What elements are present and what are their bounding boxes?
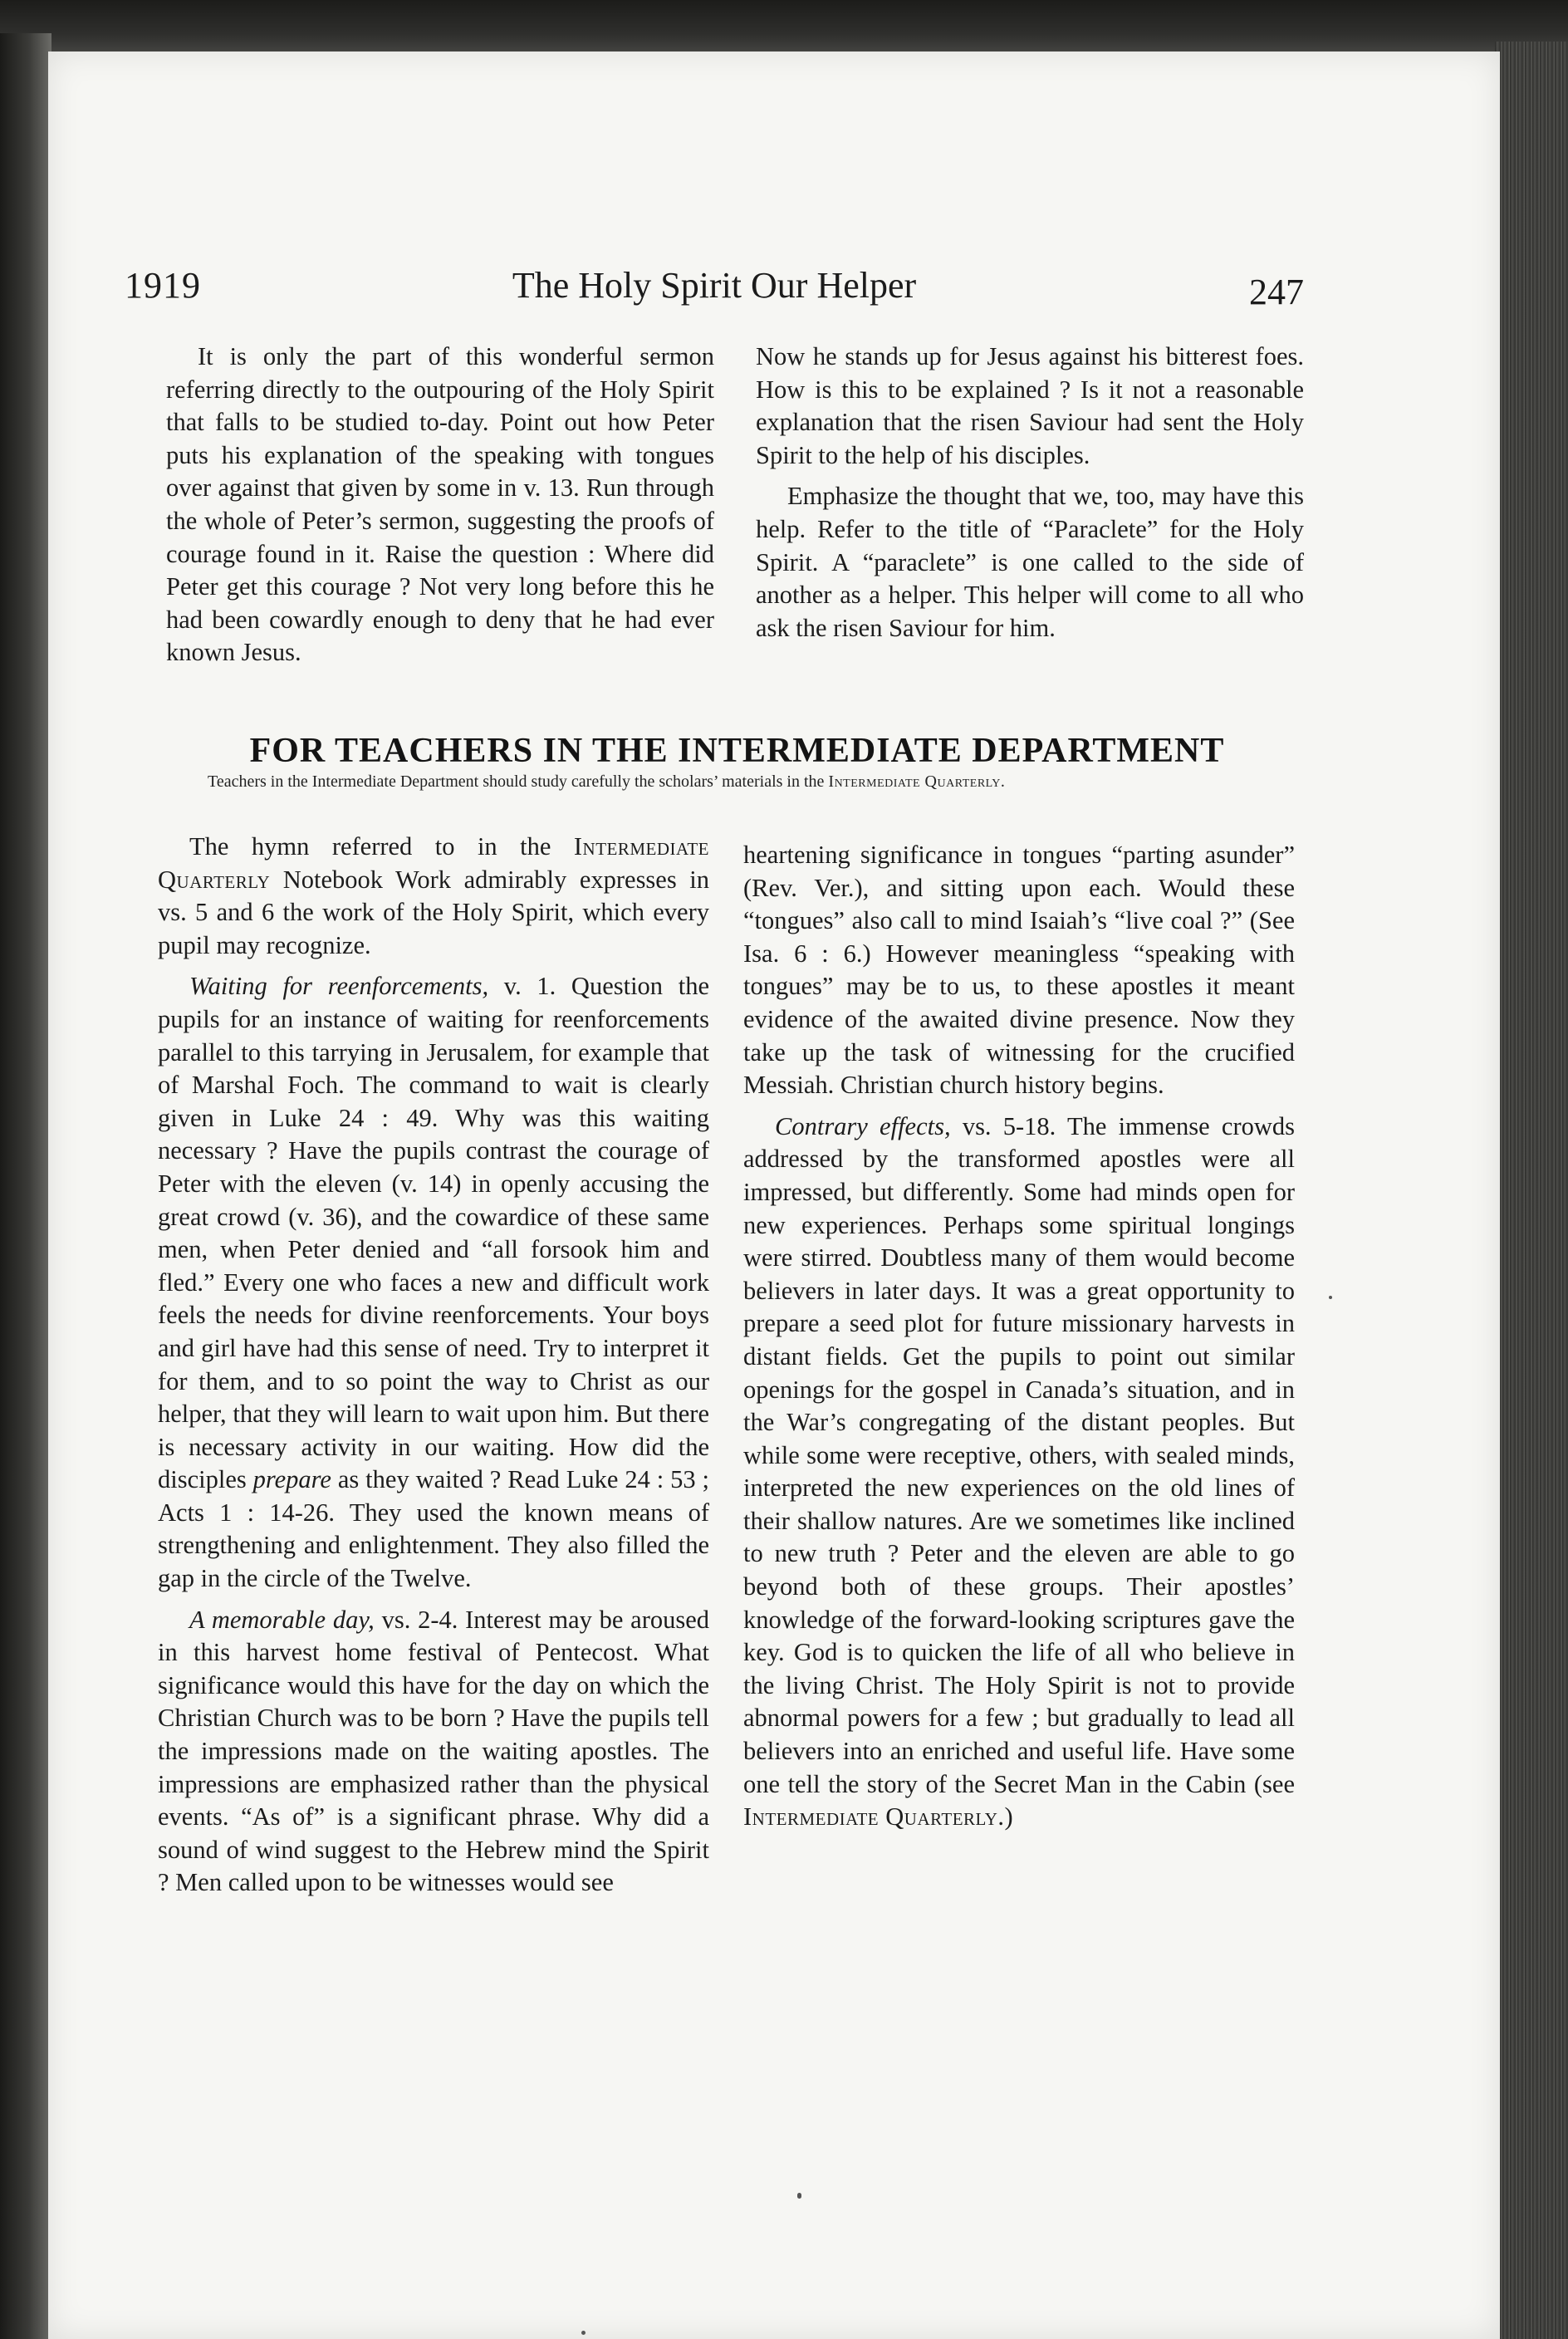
paragraph-text: vs. 2-4. Interest may be aroused in this harvest home festival of Pentecost. What significance would this have for the day on which the Christian Church was to be born ? Have the pupils tell the impressions made on the waiting apostles. The impressions are emphasized rather than the physical events. “As of” is a significant phrase. Why did a sound of wind suggest to the Hebrew mind the Spirit ? Men called upon to be witnesses would see (158, 1605, 710, 1897)
book-page-edges (1495, 42, 1568, 2339)
paragraph: heartening significance in tongues “parting asunder” (Rev. Ver.), and sitting upon each. Would these “tongues” also call to mind Isaiah’s “live coal ?” (See Isa. 6 : 6.) However meaningless “speaking with tongues” may be to us, to these apostles it meant evidence of the awaited divine presence. Now they take up the task of witnessing for the crucified Messiah. Christian church history begins. (743, 841, 1295, 1100)
paragraph-text: vs. 5-18. The immense crowds addressed by the transformed apostles were all impressed, but differently. Some had minds open for new experiences. Perhaps some spiritual longings were stirred. Doubtless many of them would become believers in later days. It was a great opportunity to prepare a seed plot for future missionary harvests in distant fields. Get the pupils to point out similar openings for the gospel in Canada’s situation, and in the War’s congregating of the distant peoples. But while some were receptive, others, with sealed minds, interpreted the new experiences on the old lines of their shallow natures. Are we sometimes like inclined to new truth ? Peter and the eleven are able to go beyond both of these groups. Their apostles’ knowledge of the forward-looking scriptures gave the key. God is to quicken the life of all who believe in the living Christ. The Holy Spirit is not to provide abnormal powers for a few ; but gradually to lead all believers into an enriched and useful life. Have some one tell the story of the Secret Man in the Cabin (see (743, 1111, 1296, 1798)
paragraph-heading: Contrary effects, (775, 1111, 951, 1140)
intermediate-left-column (158, 831, 709, 1900)
running-head-year: 1919 (125, 265, 201, 306)
paragraph: Now he stands up for Jesus against his bitterest foes. How is this to be explained ? Is it not a reasonable explanation that the risen Saviour had sent the Holy Spirit to the help of his disciples. (756, 342, 1304, 469)
paragraph: It is only the part of this wonderful sermon referring directly to the outpouring of the Holy Spirit that falls to be studied to-day. Point out how Peter puts his explanation of the speaking with tongues over against that given by some in v. 13. Run through the whole of Peter’s sermon, suggesting the proofs of courage found in it. Raise the question : Where did Peter get this courage ? Not very long before this he had been cowardly enough to deny that he had ever known Jesus. (166, 342, 714, 667)
running-head-title: The Holy Spirit Our Helper (512, 265, 917, 306)
paragraph-heading: Waiting for reenforcements, (189, 972, 489, 1001)
quarterly-reference: Intermediate Quarterly (158, 832, 710, 894)
paragraph-text: v. 1. Question the pupils for an instance of waiting for reenforcements parallel to this tarrying in Jerusalem, for example that of Marshal Foch. The command to wait is clearly given in Luke 24 : 49. Why was this waiting necessary ? Have the pupils contrast the courage of Peter with the eleven (v. 14) in openly accusing the great crowd (v. 36), and the cowardice of these same men, when Peter denied and “all forsook him and fled.” Every one who faces a new and difficult work feels the needs for divine reenforcements. Your boys and girl have had this sense of need. Try to interpret it for them, and to so point the way to Christ as our helper, that they will learn to wait upon him. But there is necessary activity in our waiting. How did the disciples (158, 972, 709, 1494)
paragraph (743, 1111, 1295, 1834)
emphasis: prepare (252, 1465, 331, 1494)
scan-speck (1329, 1296, 1332, 1299)
paragraph-heading: A memorable day, (189, 1605, 375, 1634)
page-number: 247 (1249, 272, 1304, 312)
scan-speck (581, 2331, 586, 2335)
paragraph (158, 970, 709, 1595)
quarterly-reference: Intermediate Quarterly. (743, 1802, 1005, 1831)
intermediate-right-column (743, 839, 1295, 1834)
paragraph-text: as they waited ? Read Luke 24 : 53 ; Acts 1 : 14-26. They used the known means of strengthening and enlightenment. They also filled the gap in the circle of the Twelve. (158, 1465, 710, 1593)
section-heading: FOR TEACHERS IN THE INTERMEDIATE DEPARTMENT (249, 732, 1225, 770)
scan-top-edge (0, 0, 1568, 58)
paragraph (158, 831, 709, 962)
paragraph-text: The hymn referred to in the (189, 832, 551, 861)
scan-speck (797, 2193, 801, 2199)
section-note (166, 772, 1304, 791)
section-note-quarterly: Intermediate Quarterly. (828, 772, 1006, 791)
running-head (125, 264, 1304, 322)
closing-paren: ) (1004, 1802, 1013, 1831)
top-left-column (166, 341, 714, 669)
paragraph (158, 1604, 709, 1900)
section-note-text: Teachers in the Intermediate Department should study carefully the scholars’ materials in the (208, 772, 825, 791)
top-right-column (756, 341, 1304, 645)
paragraph: Emphasize the thought that we, too, may have this help. Refer to the title of “Paraclete” for the Holy Spirit. A “paraclete” is one called to the side of another as a helper. This helper will come to all who ask the risen Saviour for him. (756, 482, 1304, 642)
book-spine-shadow (0, 33, 51, 2339)
paragraph-text: Notebook Work admirably expresses in vs. 5 and 6 the work of the Holy Spirit, which every pupil may recognize. (158, 865, 710, 959)
